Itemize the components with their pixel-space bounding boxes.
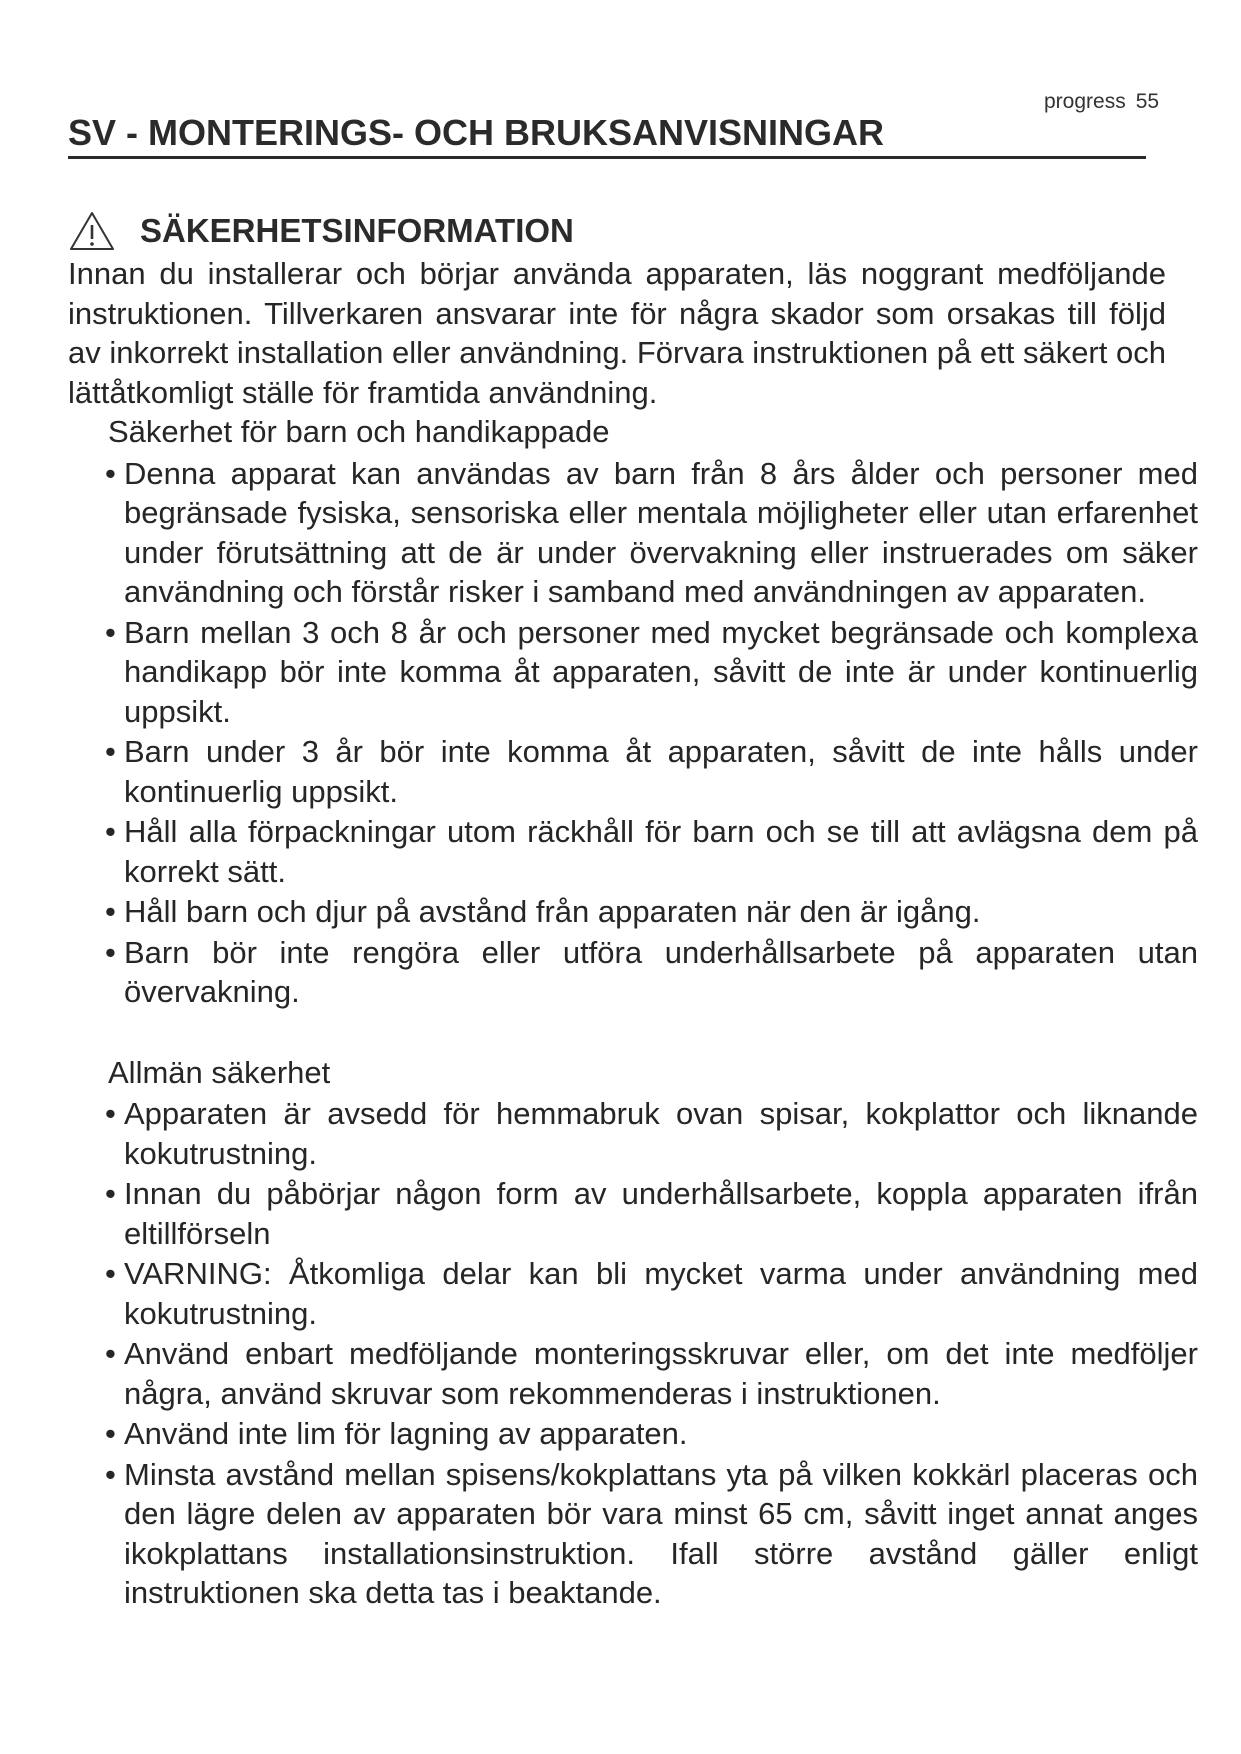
page-number: 55 (1135, 90, 1160, 113)
children-safety-list (105, 454, 1198, 1012)
list-item: • Denna apparat kan användas av barn från 8 års ålder och personer med begränsade fysiska, sensoriska eller mentala möjligheter eller utan erfarenhet under förutsättning att de är under övervakning eller instruerades om säker användning och förstår risker i samband med användningen av apparaten. (105, 455, 1198, 609)
warning-triangle-icon (68, 210, 116, 252)
list-item: • Håll alla förpackningar utom räckhåll för barn och se till att avlägsna dem på korrekt sätt. (105, 814, 1198, 889)
safety-section-heading (68, 210, 1178, 252)
document-title: SV - MONTERINGS- OCH BRUKSANVISNINGAR (68, 112, 885, 153)
list-item: • Använd inte lim för lagning av apparaten. (105, 1416, 688, 1451)
list-item: • Använd enbart medföljande monteringsskruvar eller, om det inte medföljer några, använd skruvar som rekommenderas i instruktionen. (105, 1336, 1198, 1411)
list-item: • Innan du påbörjar någon form av underhållsarbete, koppla apparaten ifrån eltillförseln (105, 1176, 1198, 1251)
children-safety-heading: Säkerhet för barn och handikappade (108, 414, 610, 449)
safety-intro: Innan du installerar och börjar använda apparaten, läs noggrant medföljande instruktionen. Tillverkaren ansvarar inte för några skador som orsakas till följd av inkorrekt installation eller användning. Förvara instruktionen på ett säkert och lättåtkomligt ställe för framtida användning. (68, 256, 1166, 410)
list-item: • Apparaten är avsedd för hemmabruk ovan spisar, kokplattor och liknande kokutrustning. (105, 1096, 1198, 1171)
title-divider (68, 156, 1146, 159)
general-safety-list (105, 1094, 1198, 1613)
brand-name: progress (1044, 90, 1126, 113)
list-item: • VARNING: Åtkomliga delar kan bli mycket varma under användning med kokutrustning. (105, 1256, 1198, 1331)
list-item: • Minsta avstånd mellan spisens/kokplattans yta på vilken kokkärl placeras och den lägre delen av apparaten bör vara minst 65 cm, såvitt inget annat anges ikokplattans installationsinstruktion. Ifall större avstånd gäller enligt instruktionen ska detta tas i beaktande. (105, 1456, 1198, 1610)
document-body (68, 210, 1198, 1614)
brand-page-label (1044, 90, 1159, 114)
safety-heading: SÄKERHETSINFORMATION (140, 212, 574, 250)
list-item: • Barn bör inte rengöra eller utföra underhållsarbete på apparaten utan övervakning. (105, 934, 1198, 1009)
list-item: • Håll barn och djur på avstånd från apparaten när den är igång. (105, 894, 981, 929)
general-safety-heading: Allmän säkerhet (108, 1054, 331, 1090)
spacer (68, 1013, 1178, 1053)
list-item: • Barn mellan 3 och 8 år och personer med mycket begränsade och komplexa handikapp bör inte komma åt apparaten, såvitt de inte är under kontinuerlig uppsikt. (105, 614, 1198, 729)
list-item: • Barn under 3 år bör inte komma åt apparaten, såvitt de inte hålls under kontinuerlig uppsikt. (105, 734, 1198, 809)
